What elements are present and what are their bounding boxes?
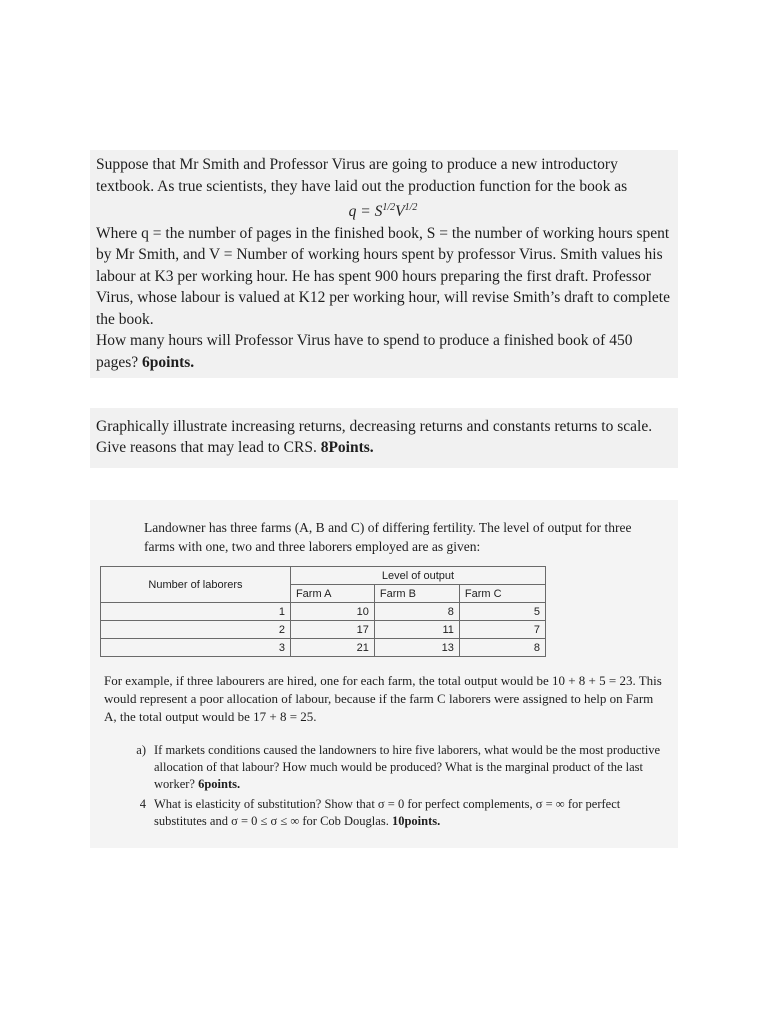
header-level-of-output: Level of output (290, 567, 545, 585)
q1-definitions: Where q = the number of pages in the finished book, S = the number of working hours spent by Mr Smith, and V = Number of working hours spent by professor Virus. Smith values his labour at K3 per working hour. He has spent 900 hours preparing the first draft. Professor Virus, whose labour is valued at K12 per working hour, will revise Smith’s draft to complete the book. (96, 224, 670, 328)
sub-question-list (104, 742, 664, 833)
farm-c-cell: 5 (459, 603, 545, 621)
sub-question-a (104, 742, 664, 793)
question-1-text (96, 154, 670, 373)
q2-points: 8Points. (320, 439, 374, 456)
farm-output-table (100, 566, 546, 657)
sub-question-a-label: a) (136, 743, 146, 757)
sub-question-a-text: If markets conditions caused the landowners to hire five laborers, what would be the most productive allocation of that labour? How much would be produced? What is the marginal product of the last worker? 6points. (154, 743, 661, 791)
farm-a-cell: 21 (290, 639, 374, 657)
header-farm-b: Farm B (374, 585, 459, 603)
q3-intro: Landowner has three farms (A, B and C) of differing fertility. The level of output for three farms with one, two and three laborers employed are as given: (144, 520, 632, 554)
farm-b-cell: 11 (374, 621, 459, 639)
laborers-cell: 2 (101, 621, 291, 639)
header-farm-a: Farm A (290, 585, 374, 603)
laborers-cell: 1 (101, 603, 291, 621)
q1-question: How many hours will Professor Virus have to spend to produce a finished book of 450 pages? 6points. (96, 332, 633, 371)
table-row (101, 621, 546, 639)
question-2-text: Graphically illustrate increasing returns, decreasing returns and constants returns to scale. Give reasons that may lead to CRS. 8Points. (96, 418, 653, 456)
q3-example: For example, if three labourers are hired, one for each farm, the total output would be 10 + 8 + 5 = 23. This would represent a poor allocation of labour, because if the farm C laborers were assigned to help on Farm A, the total output would be 17 + 8 = 25. (104, 673, 662, 724)
farm-a-cell: 10 (290, 603, 374, 621)
farm-b-cell: 8 (374, 603, 459, 621)
table-row (101, 639, 546, 657)
question-4-points: 10points. (391, 814, 441, 828)
question-4-text: What is elasticity of substitution? Show that σ = 0 for perfect complements, σ = ∞ for perfect substitutes and σ = 0 ≤ σ ≤ ∞ for Cob Douglas. 10points. (154, 797, 621, 828)
question-4 (104, 796, 664, 830)
header-farm-c: Farm C (459, 585, 545, 603)
question-3-panel (90, 500, 678, 848)
q1-intro: Suppose that Mr Smith and Professor Virus are going to produce a new introductory textbook. As true scientists, they have laid out the production function for the book as (96, 156, 628, 195)
farm-a-cell: 17 (290, 621, 374, 639)
question-2-panel (90, 408, 678, 468)
header-laborers: Number of laborers (101, 567, 291, 603)
table-row (101, 603, 546, 621)
farm-c-cell: 8 (459, 639, 545, 657)
farm-c-cell: 7 (459, 621, 545, 639)
table-header-row (101, 567, 546, 585)
farm-b-cell: 13 (374, 639, 459, 657)
production-function-formula: $q = S^{1/2}V^{1/2}$ (348, 202, 418, 221)
sub-question-a-points: 6points. (198, 777, 241, 791)
question-4-label: 4 (139, 797, 146, 811)
q1-points: 6points. (142, 353, 195, 371)
laborers-cell: 3 (101, 639, 291, 657)
question-1-panel (90, 150, 678, 378)
